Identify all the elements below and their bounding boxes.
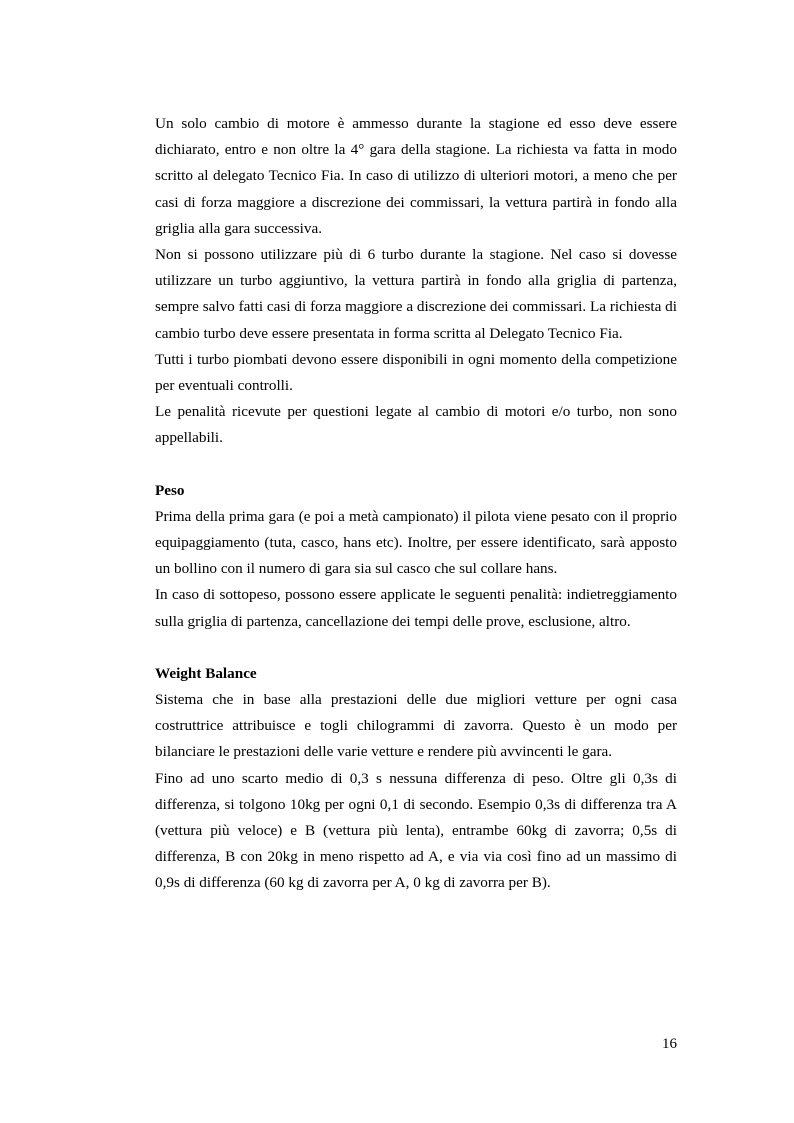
heading-weight-balance: Weight Balance xyxy=(155,664,257,682)
paragraph-ballast-example: Fino ad uno scarto medio di 0,3 s nessuna differenza di peso. Oltre gli 0,3s di differenza, si tolgono 10kg per ogni 0,1 di secondo. Esempio 0,3s di differenza tra A (vettura più veloce) e B (vettura più lenta), entrambe 60kg di zavorra; 0,5s di differenza, B con 20kg in meno rispetto ad A, e via via così fino ad un massimo di 0,9s di differenza (60 kg di zavorra per A, 0 kg di zavorra per B). xyxy=(155,769,677,892)
section-engines xyxy=(155,111,677,452)
document-body xyxy=(155,111,677,897)
section-spacer xyxy=(155,452,677,478)
section-spacer xyxy=(155,635,677,661)
paragraph-underweight: In caso di sottopeso, possono essere applicate le seguenti penalità: indietreggiamento sulla griglia di partenza, cancellazione dei tempi delle prove, esclusione, altro. xyxy=(155,586,677,630)
paragraph-penalties-appeal: Le penalità ricevute per questioni legate al cambio di motori e/o turbo, non sono appellabili. xyxy=(155,403,677,447)
heading-peso: Peso xyxy=(155,481,185,499)
paragraph-engine-change: Un solo cambio di motore è ammesso durante la stagione ed esso deve essere dichiarato, entro e non oltre la 4° gara della stagione. La richiesta va fatta in modo scritto al delegato Tecnico Fia. In caso di utilizzo di ulteriori motori, a meno che per casi di forza maggiore a discrezione dei commissari, la vettura partirà in fondo alla griglia alla gara successiva. xyxy=(155,115,677,237)
section-weight-balance xyxy=(155,661,677,897)
page-number: 16 xyxy=(662,1036,677,1052)
paragraph-turbo-limit: Non si possono utilizzare più di 6 turbo durante la stagione. Nel caso si dovesse utilizzare un turbo aggiuntivo, la vettura partirà in fondo alla griglia di partenza, sempre salvo fatti casi di forza maggiore a discrezione dei commissari. La richiesta di cambio turbo deve essere presentata in forma scritta al Delegato Tecnico Fia. xyxy=(155,246,677,342)
paragraph-turbo-sealed: Tutti i turbo piombati devono essere disponibili in ogni momento della competizione per eventuali controlli. xyxy=(155,350,677,395)
paragraph-ballast-system: Sistema che in base alla prestazioni delle due migliori vetture per ogni casa costruttrice attribuisce e togli chilogrammi di zavorra. Questo è un modo per bilanciare le prestazioni delle varie vetture e rendere più avvincenti le gara. xyxy=(155,691,677,761)
paragraph-weigh-in: Prima della prima gara (e poi a metà campionato) il pilota viene pesato con il proprio equipaggiamento (tuta, casco, hans etc). Inoltre, per essere identificato, sarà apposto un bollino con il numero di gara sia sul casco che sul collare hans. xyxy=(155,507,677,578)
section-peso xyxy=(155,478,677,635)
